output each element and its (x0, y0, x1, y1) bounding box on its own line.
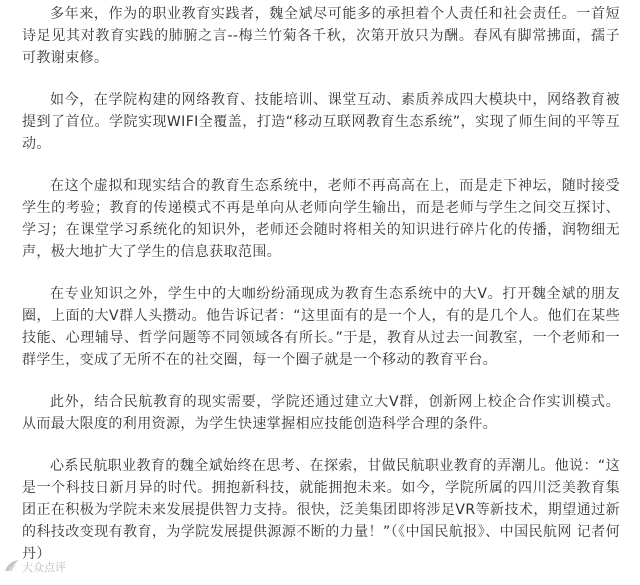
article-paragraph-2: 如今，在学院构建的网络教育、技能培训、课堂互动、素质养成四大模块中，网络教育被提到了首位。学院实现WIFI全覆盖，打造“移动互联网教育生态系统”，实现了师生间的平等互动。 (22, 92, 620, 152)
article-paragraph-3: 在这个虚拟和现实结合的教育生态系统中，老师不再高高在上，而是走下神坛，随时接受学生的考验；教育的传递模式不再是单向从老师向学生输出，而是老师与学生之间交互探讨、学习；在课堂学习系统化的知识外，老师还会随时将相关的知识进行碎片化的传播，润物细无声，极大地扩大了学生的信息获取范围。 (22, 178, 620, 260)
watermark-text: 大众点评 (22, 561, 66, 574)
article-paragraph-1: 多年来，作为的职业教育实践者，魏全斌尽可能多的承担着个人责任和社会责任。一首短诗足见其对教育实践的肺腑之言--梅兰竹菊各千秋，次第开放只为酬。春风有脚常拂面，孺子可教谢束修。 (22, 6, 620, 66)
article-paragraph-6: 心系民航职业教育的魏全斌始终在思考、在探索，甘做民航职业教育的弄潮儿。他说：“这是一个科技日新月异的时代。拥抱新科技，就能拥抱未来。如今，学院所属的四川泛美教育集团正在积极为学院未来发展提供智力支持。很快，泛美集团即将涉足VR等新技术，期望通过新的科技改变现有教育，为学院发展提供源源不断的力量！”（《中国民航报》、中国民航网 记者何丹） (22, 458, 620, 562)
watermark (4, 560, 66, 576)
article-paragraph-4: 在专业知识之外，学生中的大咖纷纷涌现成为教育生态系统中的大V。打开魏全斌的朋友圈，上面的大V群人头攒动。他告诉记者：“这里面有的是一个人，有的是几个人。他们在某些技能、心理辅导、哲学问题等不同领域各有所长。”于是，教育从过去一间教室，一个老师和一群学生，变成了无所不在的社交圈，每一个圈子就是一个移动的教育平台。 (22, 286, 620, 368)
article-body (22, 3, 620, 585)
article-paragraph-5: 此外，结合民航教育的现实需要，学院还通过建立大V群，创新网上校企合作实训模式。从而最大限度的利用资源，为学生快速掌握相应技能创造科学合理的条件。 (22, 394, 620, 432)
wing-logo-icon (4, 559, 20, 578)
